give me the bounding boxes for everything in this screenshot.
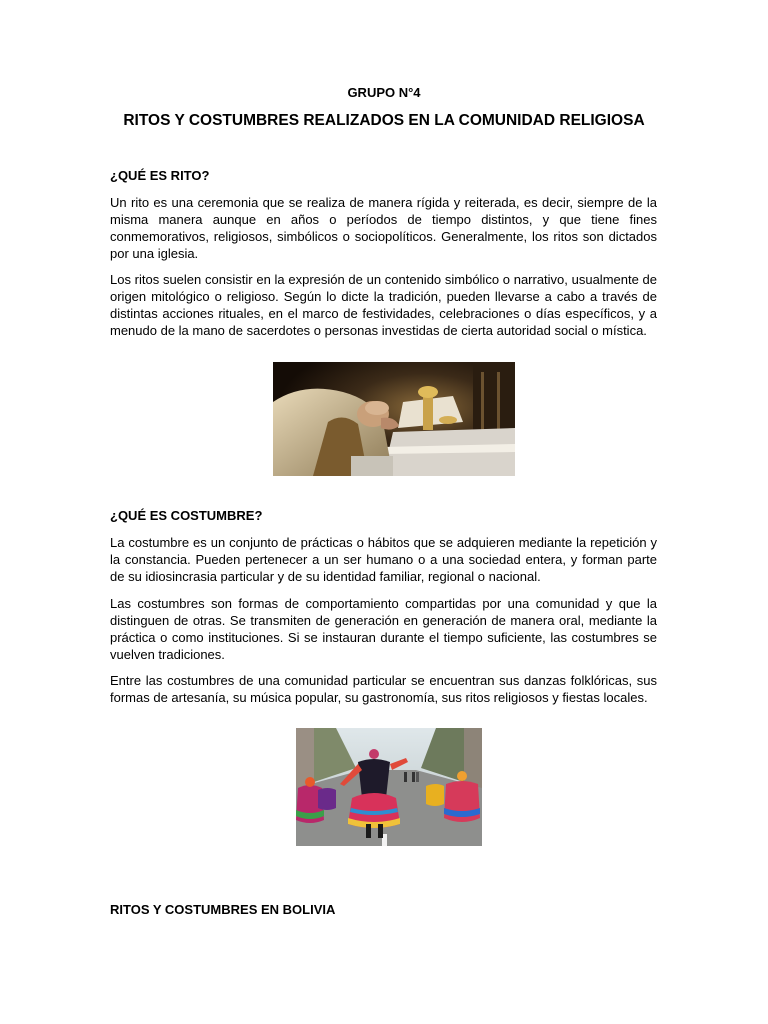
priest-altar-photo [273,362,515,476]
paragraph-costumbre-2: Las costumbres son formas de comportamiento compartidas por una comunidad y que la distinguen de otras. Se transmiten de generación en generación de manera oral, mediante la práctica o como instituciones. Si se instauran durante el tiempo suficiente, las costumbres se vuelven tradiciones. [110,596,657,662]
page-title: RITOS Y COSTUMBRES REALIZADOS EN LA COMUNIDAD RELIGIOSA [123,112,645,129]
paragraph-costumbre-1: La costumbre es un conjunto de prácticas o hábitos que se adquieren mediante la repetición y la constancia. Pueden pertenecer a un ser humano o a una sociedad entera, y forman parte de su idiosincrasia particular y de su identidad familiar, regional o nacional. [110,535,657,584]
paragraph-rito-1: Un rito es una ceremonia que se realiza de manera rígida y reiterada, es decir, siempre de la misma manera aunque en años o períodos de tiempo distintos, y que tiene fines conmemorativos, religiosos, simbólicos o sociopolíticos. Generalmente, los ritos son dictados por una iglesia. [110,195,657,261]
heading-ritos-costumbres-bolivia: RITOS Y COSTUMBRES EN BOLIVIA [110,902,336,917]
heading-que-es-rito: ¿QUÉ ES RITO? [110,168,210,183]
folk-dance-parade-photo [296,728,482,846]
paragraph-costumbre-3: Entre las costumbres de una comunidad particular se encuentran sus danzas folklóricas, sus formas de artesanía, su música popular, su gastronomía, sus ritos religiosos y fiestas locales. [110,673,657,705]
paragraph-rito-2: Los ritos suelen consistir en la expresión de un contenido simbólico o narrativo, usualmente de origen mitológico o religioso. Según lo dicte la tradición, pueden llevarse a cabo a través de distintas acciones rituales, en el marco de festividades, celebraciones o días específicos, y a menudo de la mano de sacerdotes o personas investidas de cierta autoridad social o mística. [110,272,657,338]
heading-que-es-costumbre: ¿QUÉ ES COSTUMBRE? [110,508,263,523]
group-label: GRUPO N°4 [347,85,421,100]
